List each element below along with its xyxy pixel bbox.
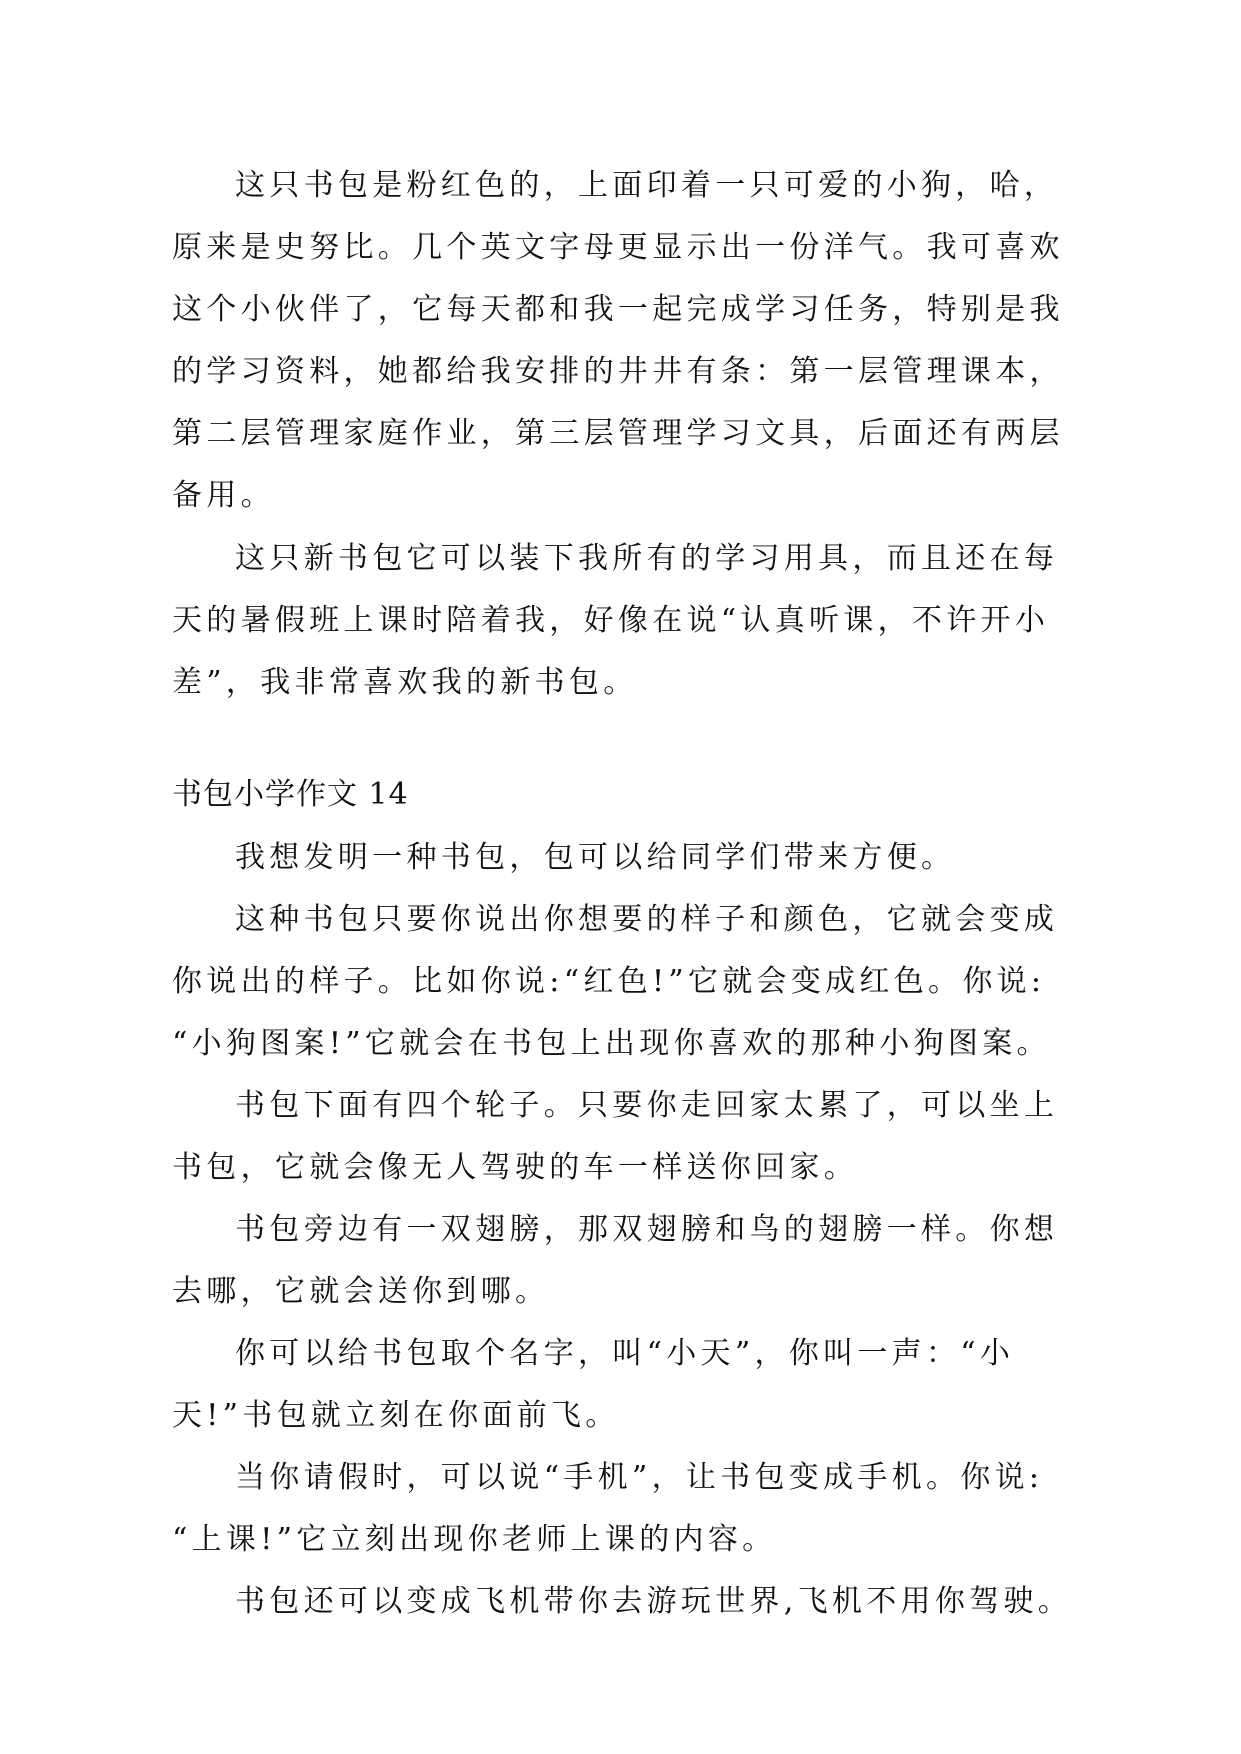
section-heading: 书包小学作文 14 — [172, 777, 409, 812]
text-line: 书包，它就会像无人驾驶的车一样送你回家。 — [172, 1150, 858, 1185]
text-line: 你可以给书包取个名字，叫“小天”，你叫一声：“小 — [235, 1336, 1015, 1371]
text-line: 你说出的样子。比如你说:“红色!”它就会变成红色。你说: — [172, 964, 1046, 999]
text-line: 差”，我非常喜欢我的新书包。 — [172, 665, 638, 700]
text-line: 第二层管理家庭作业，第三层管理学习文具，后面还有两层 — [172, 416, 1064, 451]
text-line: 的学习资料，她都给我安排的井井有条：第一层管理课本， — [172, 354, 1064, 389]
text-line: 去哪，它就会送你到哪。 — [172, 1274, 550, 1309]
text-line: “上课!”它立刻出现你老师上课的内容。 — [172, 1522, 777, 1557]
text-line: 这个小伙伴了，它每天都和我一起完成学习任务，特别是我 — [172, 292, 1064, 327]
text-line: 书包旁边有一双翅膀，那双翅膀和鸟的翅膀一样。你想 — [235, 1212, 1059, 1247]
text-line: 书包还可以变成飞机带你去游玩世界,飞机不用你驾驶。 — [235, 1584, 1073, 1619]
text-line: “小狗图案!”它就会在书包上出现你喜欢的那种小狗图案。 — [172, 1026, 1051, 1061]
text-line: 天的暑假班上课时陪着我，好像在说“认真听课，不许开小 — [172, 603, 1050, 638]
text-line: 这只新书包它可以装下我所有的学习用具，而且还在每 — [235, 541, 1059, 576]
text-line: 这种书包只要你说出你想要的样子和颜色，它就会变成 — [235, 902, 1059, 937]
text-line: 当你请假时，可以说“手机”，让书包变成手机。你说: — [235, 1460, 1044, 1495]
text-line: 备用。 — [172, 478, 275, 513]
text-line: 我想发明一种书包，包可以给同学们带来方便。 — [235, 840, 956, 875]
text-line: 天!”书包就立刻在你面前飞。 — [172, 1398, 620, 1433]
text-line: 原来是史努比。几个英文字母更显示出一份洋气。我可喜欢 — [172, 230, 1064, 265]
text-line: 这只书包是粉红色的，上面印着一只可爱的小狗，哈， — [235, 168, 1059, 203]
text-line: 书包下面有四个轮子。只要你走回家太累了，可以坐上 — [235, 1088, 1059, 1123]
